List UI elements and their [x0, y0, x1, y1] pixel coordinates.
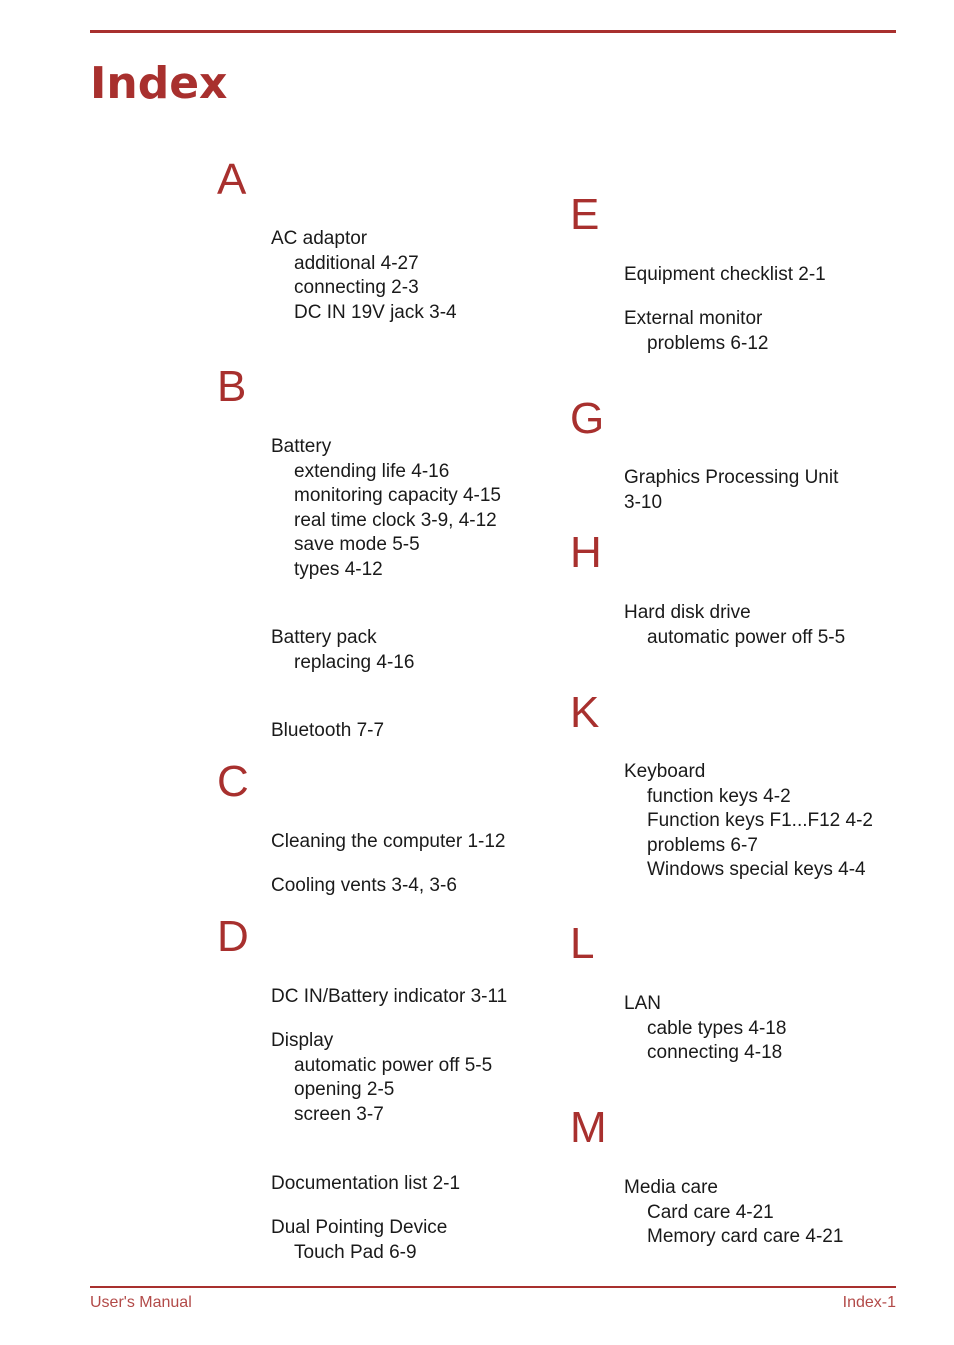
entry-main: Battery: [271, 436, 332, 457]
entry-sub: automatic power off 5-5: [647, 626, 846, 648]
section-letter-e: E: [570, 190, 600, 239]
entry-sub: cable types 4-18: [647, 1017, 787, 1039]
entry-main: Dual Pointing Device: [271, 1217, 448, 1238]
entry-sub: extending life 4-16: [294, 460, 450, 482]
entry-main: Documentation list 2-1: [271, 1173, 461, 1194]
entry-main: External monitor: [624, 308, 763, 329]
entry-sub: automatic power off 5-5: [294, 1054, 493, 1076]
section-letter-l: L: [570, 919, 595, 968]
entry-sub: Function keys F1...F12 4-2: [647, 810, 873, 831]
index-entry-battery: [271, 435, 501, 582]
entry-sub: problems 6-7: [647, 834, 758, 856]
entry-main: Cleaning the computer 1-12: [271, 831, 506, 852]
entry-sub: problems 6-12: [647, 332, 769, 354]
section-letter-c: C: [217, 757, 249, 806]
entry-sub: types 4-12: [294, 558, 383, 580]
entry-sub: save mode 5-5: [294, 534, 420, 555]
index-entry-lan: [624, 992, 786, 1066]
index-entry-documentation: [271, 1172, 460, 1197]
index-entry-dc-in-indicator: [271, 985, 507, 1010]
index-entry-dual-pointing: [271, 1216, 447, 1265]
entry-main: Keyboard: [624, 761, 706, 782]
entry-sub: connecting 2-3: [294, 277, 419, 298]
entry-main: DC IN/Battery indicator 3-11: [271, 986, 508, 1007]
index-entry-display: [271, 1029, 492, 1127]
index-entry-keyboard: [624, 760, 873, 883]
index-entry-ac-adaptor: [271, 227, 457, 325]
index-entry-equipment: [624, 263, 826, 288]
entry-sub: Windows special keys 4-4: [647, 859, 866, 880]
entry-main: Hard disk drive: [624, 602, 751, 623]
entry-main: Bluetooth 7-7: [271, 720, 385, 741]
section-letter-b: B: [217, 362, 247, 411]
section-letter-m: M: [570, 1103, 607, 1152]
section-letter-h: H: [570, 528, 602, 577]
entry-sub: Memory card care 4-21: [647, 1226, 844, 1247]
index-entry-gpu: [624, 466, 838, 515]
entry-main-continued: 3-10: [624, 491, 663, 513]
entry-sub: Touch Pad 6-9: [294, 1241, 417, 1263]
entry-main: Graphics Processing Unit: [624, 467, 839, 488]
entry-sub: Card care 4-21: [647, 1201, 774, 1223]
footer-page-number: Index-1: [842, 1294, 896, 1311]
entry-sub: opening 2-5: [294, 1079, 395, 1100]
index-entry-cooling-vents: [271, 874, 457, 899]
entry-sub: replacing 4-16: [294, 651, 415, 673]
index-entry-battery-pack: [271, 626, 414, 675]
entry-main: Cooling vents 3-4, 3-6: [271, 875, 457, 896]
entry-main: Display: [271, 1030, 334, 1051]
index-entry-external-monitor: [624, 307, 768, 356]
entry-sub: screen 3-7: [294, 1103, 384, 1125]
footer-manual-title: User's Manual: [90, 1294, 192, 1311]
index-entry-hard-disk: [624, 601, 845, 650]
entry-sub: additional 4-27: [294, 252, 419, 274]
index-entry-cleaning: [271, 830, 505, 855]
section-letter-g: G: [570, 394, 605, 443]
bottom-rule: [90, 1286, 896, 1288]
entry-sub: DC IN 19V jack 3-4: [294, 301, 457, 323]
entry-main: Equipment checklist 2-1: [624, 264, 826, 285]
entry-main: Media care: [624, 1177, 718, 1198]
section-letter-a: A: [217, 155, 247, 204]
index-entry-media-care: [624, 1176, 843, 1250]
index-entry-bluetooth: [271, 719, 384, 744]
entry-sub: real time clock 3-9, 4-12: [294, 509, 497, 531]
entry-sub: function keys 4-2: [647, 785, 791, 807]
entry-sub: connecting 4-18: [647, 1042, 783, 1063]
entry-main: Battery pack: [271, 627, 377, 648]
section-letter-d: D: [217, 912, 249, 961]
entry-main: LAN: [624, 993, 661, 1014]
section-letter-k: K: [570, 688, 600, 737]
entry-main: AC adaptor: [271, 228, 368, 249]
page-title: Index: [90, 58, 228, 109]
top-rule: [90, 30, 896, 33]
entry-sub: monitoring capacity 4-15: [294, 485, 501, 506]
